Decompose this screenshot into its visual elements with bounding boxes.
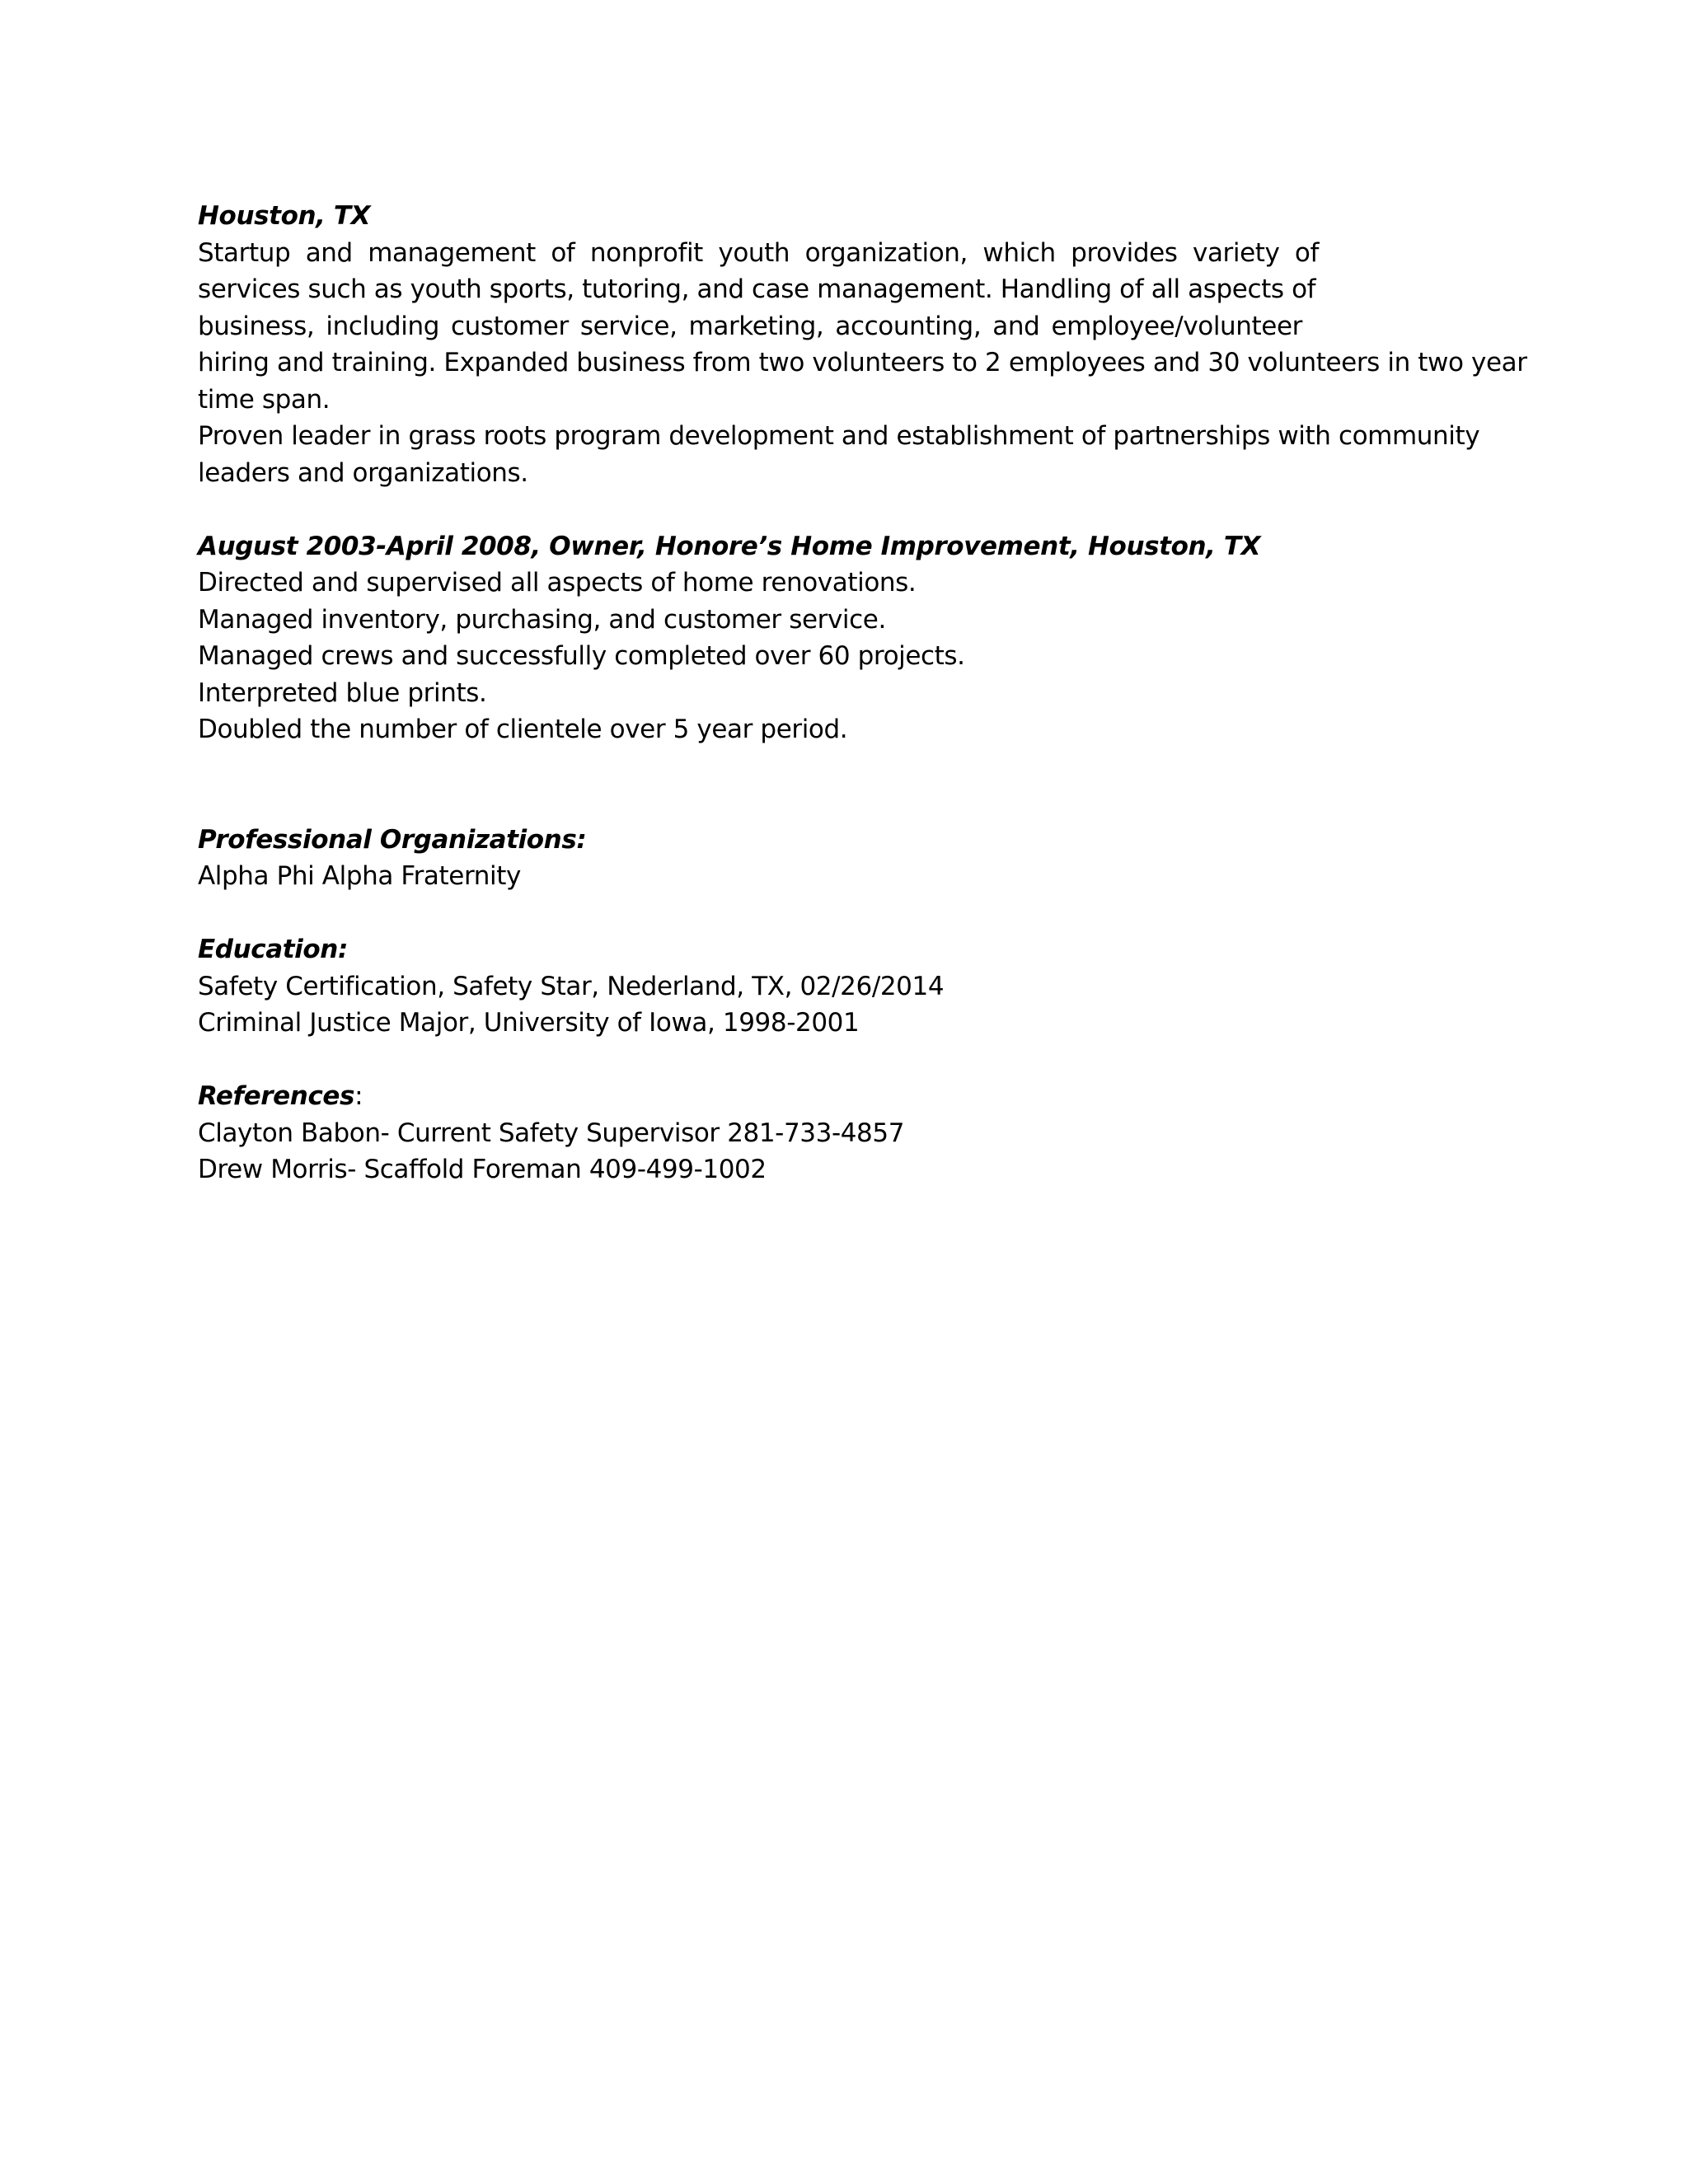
references-heading: References (198, 1081, 355, 1111)
references-heading-line (198, 1078, 1484, 1115)
body-line: Criminal Justice Major, University of Iowa, 1998-2001 (198, 1008, 860, 1038)
body-line: Safety Certification, Safety Star, Nederland, TX, 02/26/2014 (198, 971, 945, 1001)
references-colon: : (354, 1081, 363, 1111)
body-line: Managed crews and successfully completed over 60 projects. (198, 641, 965, 671)
resume-page (198, 198, 1527, 1188)
body-line: leaders and organizations. (198, 457, 528, 488)
body-line: Managed inventory, purchasing, and customer service. (198, 604, 886, 635)
body-line: Alpha Phi Alpha Fraternity (198, 861, 521, 891)
body-line: Startup and management of nonprofit youth organization, which provides variety of (198, 237, 1319, 268)
spacer (198, 895, 1484, 932)
location-heading: Houston, TX (198, 201, 371, 231)
body-line: Doubled the number of clientele over 5 year period. (198, 715, 848, 744)
body-line: time span. (198, 384, 331, 415)
education-heading: Education: (198, 935, 348, 964)
body-line: hiring and training. Expanded business from two volunteers to 2 employees and 30 volunteers in two year (198, 348, 1527, 377)
body-line: Drew Morris- Scaffold Foreman 409-499-1002 (198, 1155, 767, 1184)
body-line: Proven leader in grass roots program development and establishment of partnerships with community (198, 421, 1480, 451)
organizations-heading: Professional Organizations: (198, 824, 587, 855)
body-line: Directed and supervised all aspects of home renovations. (198, 568, 917, 598)
spacer (198, 1042, 1484, 1079)
body-line: services such as youth sports, tutoring, and case management. Handling of all aspects of (198, 274, 1316, 304)
spacer (198, 748, 1484, 822)
body-line: Clayton Babon- Current Safety Supervisor 281-733-4857 (198, 1118, 905, 1148)
body-line: Interpreted blue prints. (198, 677, 487, 708)
body-line: business, including customer service, marketing, accounting, and employee/volunteer (198, 311, 1302, 341)
job-heading: August 2003-April 2008, Owner, Honore’s Home Improvement, Houston, TX (198, 531, 1261, 561)
spacer (198, 491, 1484, 528)
